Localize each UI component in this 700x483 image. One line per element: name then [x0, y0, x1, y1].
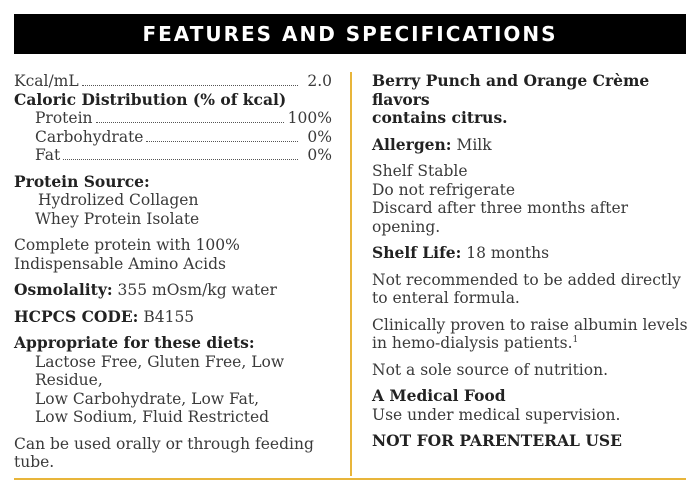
hcpcs-line [14, 308, 332, 327]
diet-line: Low Carbohydrate, Low Fat, [35, 389, 260, 408]
caloric-heading: Caloric Distribution (% of kcal) [14, 89, 287, 109]
hcpcs-label: HCPCS CODE: [14, 306, 139, 326]
storage-line: Discard after three months after opening. [372, 199, 629, 236]
diet-line: Low Sodium, Fluid Restricted [35, 408, 270, 426]
clinical-text: in hemo-dialysis patients. [372, 334, 573, 352]
clinical-line-2 [372, 334, 692, 353]
hcpcs-value: B4155 [143, 307, 195, 326]
protein-source-item: Hydrolized Collagen [38, 191, 199, 209]
diet-line: Lactose Free, Gluten Free, Low Residue, [35, 352, 285, 389]
enteral-line: to enteral formula. [372, 289, 520, 307]
caloric-value: 100% [287, 109, 332, 127]
complete-protein-line: Complete protein with 100% [14, 236, 240, 254]
storage-line: Shelf Stable [372, 162, 468, 180]
allergen-label: Allergen: [372, 134, 452, 154]
caloric-label: Fat [35, 146, 61, 164]
caloric-label: Protein [35, 109, 93, 127]
protein-source-heading: Protein Source: [14, 171, 150, 191]
column-divider [350, 72, 352, 476]
bottom-rule [14, 478, 686, 480]
flavors-line: contains citrus. [372, 108, 508, 127]
caloric-row-carbohydrate [14, 128, 332, 147]
enteral-line: Not recommended to be added directly [372, 270, 681, 289]
right-column [372, 72, 692, 451]
protein-source-item: Whey Protein Isolate [35, 209, 200, 228]
diets-heading: Appropriate for these diets: [14, 333, 255, 352]
complete-protein-line: Indispensable Amino Acids [14, 254, 226, 273]
medical-food-note: Use under medical supervision. [372, 405, 621, 424]
medical-food-heading: A Medical Food [372, 386, 506, 405]
oral-note: Can be used orally or through feeding tube. [14, 434, 314, 471]
leader-dots [146, 141, 298, 142]
leader-dots [96, 122, 284, 123]
flavors-line: Berry Punch and Orange Crème flavors [372, 71, 650, 109]
parenteral-warning: NOT FOR PARENTERAL USE [372, 431, 622, 450]
allergen-value: Milk [456, 135, 492, 154]
caloric-row-fat [14, 146, 332, 165]
clinical-line: Clinically proven to raise albumin levels [372, 315, 688, 334]
shelf-life-label: Shelf Life: [372, 243, 462, 262]
leader-dots [82, 85, 298, 86]
kcal-value: 2.0 [307, 72, 332, 90]
kcal-label: Kcal/mL [14, 72, 79, 90]
section-header [14, 14, 686, 54]
shelf-life-value: 18 months [466, 244, 550, 262]
storage-line: Do not refrigerate [372, 180, 515, 199]
osmolality-value: 355 mOsm/kg water [117, 281, 277, 299]
footnote-marker: 1 [572, 334, 579, 345]
section-title: FEATURES AND SPECIFICATIONS [142, 22, 558, 46]
osmolality-line [14, 281, 332, 300]
osmolality-label: Osmolality: [14, 280, 113, 299]
caloric-value: 0% [307, 127, 332, 146]
kcal-row [14, 72, 332, 91]
shelf-life-line [372, 244, 692, 263]
caloric-row-protein [14, 109, 332, 128]
caloric-label: Carbohydrate [35, 127, 144, 146]
left-column [14, 72, 332, 472]
nutrition-note: Not a sole source of nutrition. [372, 360, 609, 379]
caloric-value: 0% [307, 146, 332, 164]
leader-dots [63, 159, 298, 160]
allergen-line [372, 136, 692, 155]
